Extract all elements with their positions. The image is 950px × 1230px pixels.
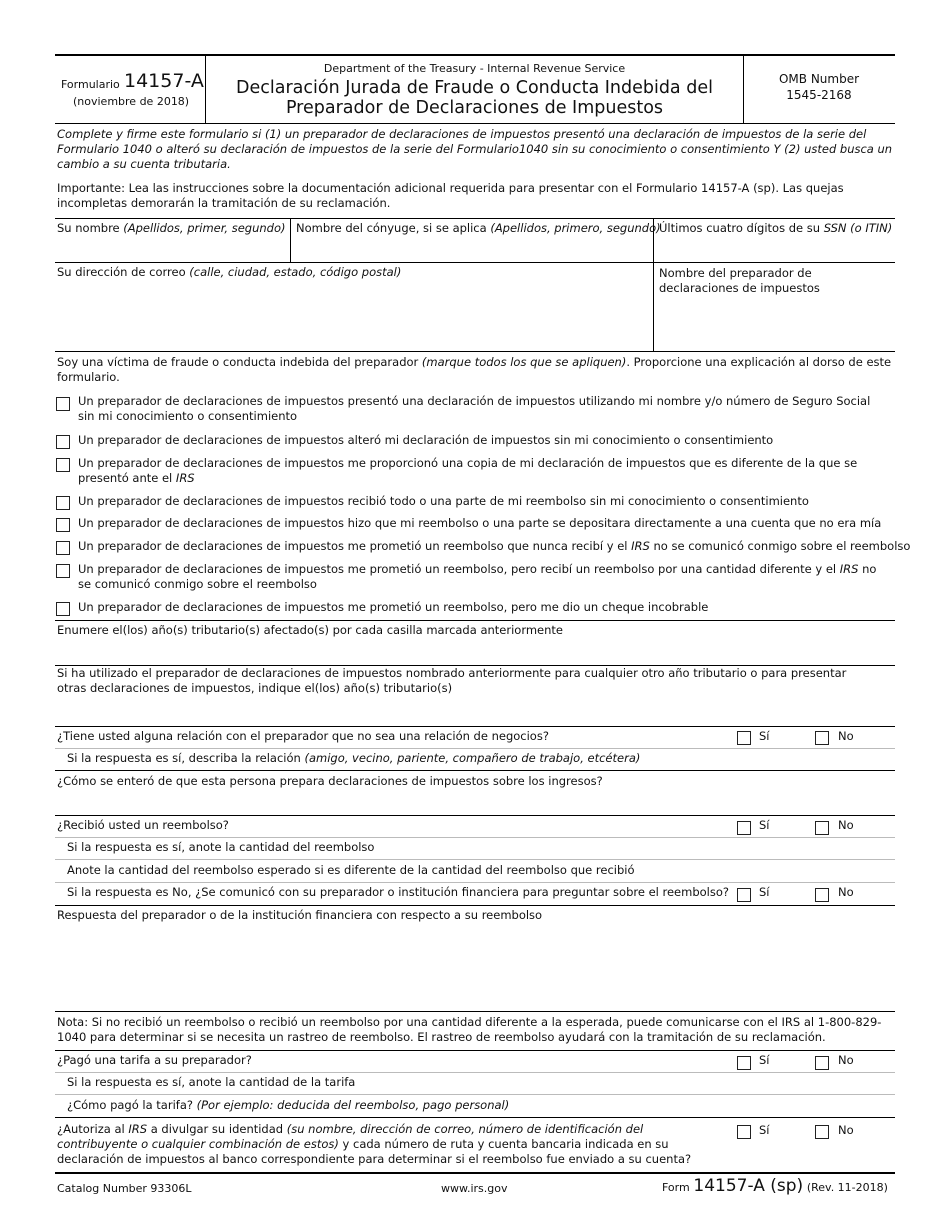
name-label: Su nombre [57, 221, 120, 235]
contact-yes-label: Sí [759, 885, 770, 899]
address-label: Su dirección de correo [57, 265, 186, 279]
refund-question: ¿Recibió usted un reembolso? [57, 818, 229, 832]
refund-contact-question: Si la respuesta es No, ¿Se comunicó con su preparador o institución financiera para preguntar sobre el reembolso? [67, 885, 729, 899]
page-title-line2: Preparador de Declaraciones de Impuestos [285, 98, 664, 118]
checkbox-bad-check[interactable] [56, 602, 70, 616]
name-field[interactable] [57, 221, 285, 236]
spouse-name-field[interactable] [296, 221, 661, 236]
instructions: Complete y firme este formulario si (1) un preparador de declaraciones de impuestos presentó una declaración de impuestos de la serie del Formulario 1040 o alteró su declaración de impuestos de la serie del Formulario1040 sin su conocimiento o consentimiento Y (2) usted busca un cambio a su cuenta tributaria. [57, 127, 893, 171]
fee-amount-field[interactable]: Si la respuesta es sí, anote la cantidad de la tarifa [67, 1075, 356, 1089]
fee-yes-checkbox[interactable] [737, 1056, 751, 1070]
option-received-refund: Un preparador de declaraciones de impuestos recibió todo o una parte de mi reembolso sin mi conocimiento o consentimiento [78, 494, 809, 508]
contact-no-label: No [838, 885, 854, 899]
fee-question: ¿Pagó una tarifa a su preparador? [57, 1053, 252, 1067]
department: Department of the Treasury - Internal Revenue Service [323, 62, 626, 75]
relation-no-label: No [838, 729, 854, 743]
catalog-number: Catalog Number 93306L [57, 1182, 192, 1195]
years-affected-field[interactable]: Enumere el(los) año(s) tributario(s) afectado(s) por cada casilla marcada anteriormente [57, 623, 563, 637]
option-promised-refund: Un preparador de declaraciones de impuestos me prometió un reembolso que nunca recibí y el IRS no se comunicó conmigo sobre el reembolso [78, 539, 911, 553]
checkbox-altered-return[interactable] [56, 435, 70, 449]
other-years-field[interactable]: Si ha utilizado el preparador de declaraciones de impuestos nombrado anteriormente para cualquier otro año tributario o para presentar otras declaraciones de impuestos, indique el(los) año(s) tributario(s) [57, 666, 847, 695]
ssn-label: Últimos cuatro dígitos de su [659, 221, 821, 235]
ssn-field[interactable] [659, 221, 892, 236]
omb-label: OMB Number [778, 72, 860, 86]
authorize-no-label: No [838, 1123, 854, 1137]
important-notice: Importante: Lea las instrucciones sobre la documentación adicional requerida para presentar con el Formulario 14157-A (sp). Las quejas incompletas demorarán la tramitación de su reclamación. [57, 181, 844, 210]
name-hint: (Apellidos, primer, segundo) [123, 221, 286, 235]
fee-no-checkbox[interactable] [815, 1056, 829, 1070]
form-number: 14157-A [124, 70, 204, 92]
spouse-hint: (Apellidos, primero, segundo) [490, 221, 661, 235]
option-bad-check: Un preparador de declaraciones de impuestos me prometió un reembolso, pero me dio un cheque incobrable [78, 600, 709, 614]
option-altered-return: Un preparador de declaraciones de impuestos alteró mi declaración de impuestos sin mi conocimiento o consentimiento [78, 433, 774, 447]
fee-yes-label: Sí [759, 1053, 770, 1067]
how-learned-field[interactable]: ¿Cómo se enteró de que esta persona prepara declaraciones de impuestos sobre los ingresos? [57, 774, 603, 788]
website: www.irs.gov [441, 1182, 508, 1195]
relation-no-checkbox[interactable] [815, 731, 829, 745]
address-hint: (calle, ciudad, estado, código postal) [189, 265, 402, 279]
relation-yes-label: Sí [759, 729, 770, 743]
checkbox-promised-refund[interactable] [56, 541, 70, 555]
option-filed-without-consent: Un preparador de declaraciones de impuestos presentó una declaración de impuestos utilizando mi nombre y/o número de Seguro Social sin mi conocimiento o consentimiento [78, 394, 871, 423]
relation-description-field[interactable]: Si la respuesta es sí, describa la relación (amigo, vecino, pariente, compañero de trabajo, etcétera) [67, 751, 641, 765]
checkbox-different-amount[interactable] [56, 564, 70, 578]
checkbox-direct-deposit[interactable] [56, 518, 70, 532]
form-label: Formulario [61, 78, 120, 91]
refund-expected-field[interactable]: Anote la cantidad del reembolso esperado si es diferente de la cantidad del reembolso que recibió [67, 863, 635, 877]
checkbox-received-refund[interactable] [56, 496, 70, 510]
refund-yes-label: Sí [759, 818, 770, 832]
ssn-hint: SSN (o ITIN) [823, 221, 893, 235]
contact-yes-checkbox[interactable] [737, 888, 751, 902]
spouse-label: Nombre del cónyuge, si se aplica [296, 221, 487, 235]
authorize-yes-label: Sí [759, 1123, 770, 1137]
address-field[interactable] [57, 265, 401, 280]
refund-no-checkbox[interactable] [815, 821, 829, 835]
footer-form-id: Form 14157-A (sp) (Rev. 11-2018) [662, 1176, 888, 1196]
response-field[interactable]: Respuesta del preparador o de la institución financiera con respecto a su reembolso [57, 908, 543, 922]
contact-no-checkbox[interactable] [815, 888, 829, 902]
refund-amount-field[interactable]: Si la respuesta es sí, anote la cantidad del reembolso [67, 840, 375, 854]
option-direct-deposit: Un preparador de declaraciones de impuestos hizo que mi reembolso o una parte se depositara directamente a una cuenta que no era mía [78, 516, 882, 530]
page-title: Declaración Jurada de Fraude o Conducta Indebida del [236, 78, 713, 98]
authorize-yes-checkbox[interactable] [737, 1125, 751, 1139]
fee-no-label: No [838, 1053, 854, 1067]
option-different-amount: Un preparador de declaraciones de impuestos me prometió un reembolso, pero recibí un reembolso por una cantidad diferente y el IRS no se comunicó conmigo sobre el reembolso [78, 562, 877, 591]
relation-yes-checkbox[interactable] [737, 731, 751, 745]
refund-no-label: No [838, 818, 854, 832]
checkbox-different-copy[interactable] [56, 458, 70, 472]
victim-intro: Soy una víctima de fraude o conducta indebida del preparador (marque todos los que se apliquen). Proporcione una explicación al dorso de este formulario. [57, 355, 892, 384]
option-different-copy: Un preparador de declaraciones de impuestos me proporcionó una copia de mi declaración de impuestos que es diferente de la que se presentó ante el IRS [78, 456, 858, 485]
relation-question: ¿Tiene usted alguna relación con el preparador que no sea una relación de negocios? [57, 729, 549, 743]
refund-trace-note: Nota: Si no recibió un reembolso o recibió un reembolso por una cantidad diferente a la esperada, puede comunicarse con el IRS al 1-800-829-1040 para determinar si se necesita un rastreo de reembolso. El rastreo de reembolso ayudará con la tramitación de su reclamación. [57, 1015, 882, 1044]
checkbox-filed-without-consent[interactable] [56, 397, 70, 411]
form-date: (noviembre de 2018) [73, 95, 190, 108]
fee-method-field[interactable]: ¿Cómo pagó la tarifa? (Por ejemplo: deducida del reembolso, pago personal) [67, 1098, 510, 1112]
authorize-question: ¿Autoriza al IRS a divulgar su identidad (su nombre, dirección de correo, número de identificación del contribuyente o cualquier combinación de estos) y cada número de ruta y cuenta bancaria indicada en su declaración de impuestos al banco correspondiente para determinar si el reembolso fue enviado a su cuenta? [57, 1122, 692, 1166]
omb-number: 1545-2168 [786, 88, 852, 102]
authorize-no-checkbox[interactable] [815, 1125, 829, 1139]
preparer-name-field[interactable]: Nombre del preparador de declaraciones de impuestos [659, 266, 820, 295]
refund-yes-checkbox[interactable] [737, 821, 751, 835]
